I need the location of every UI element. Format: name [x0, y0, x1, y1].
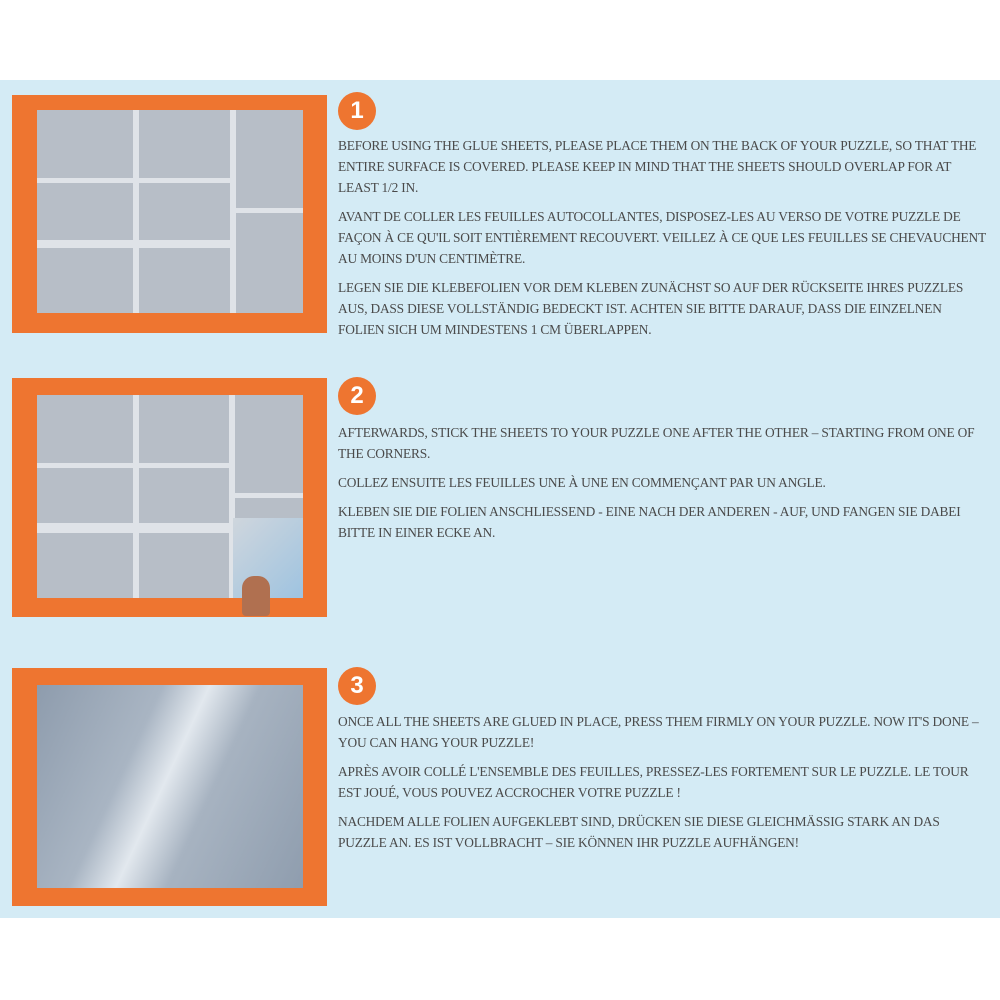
puzzle-with-sheets: [37, 395, 303, 598]
glued-puzzle: [37, 685, 303, 888]
step-3-english: ONCE ALL THE SHEETS ARE GLUED IN PLACE, PRESS THEM FIRMLY ON YOUR PUZZLE. NOW IT'S DONE – YOU CAN HANG YOUR PUZZLE!: [338, 714, 979, 750]
step-2-german: KLEBEN SIE DIE FOLIEN ANSCHLIESSEND - EINE NACH DER ANDEREN - AUF, UND FANGEN SIE DABEI BITTE IN EINER ECKE AN.: [338, 504, 961, 540]
step-2-english: AFTERWARDS, STICK THE SHEETS TO YOUR PUZZLE ONE AFTER THE OTHER – STARTING FROM ONE OF THE CORNERS.: [338, 425, 975, 461]
hand-image: [242, 576, 270, 616]
step-1-text: [338, 135, 988, 348]
step-1-french: AVANT DE COLLER LES FEUILLES AUTOCOLLANTES, DISPOSEZ-LES AU VERSO DE VOTRE PUZZLE DE FAÇON À CE QU'IL SOIT ENTIÈREMENT RECOUVERT. VEILLEZ À CE QUE LES FEUILLES SE CHEVAUCHENT AU MOINS D'UN CENTIMÈTRE.: [338, 209, 986, 266]
step-3-german: NACHDEM ALLE FOLIEN AUFGEKLEBT SIND, DRÜCKEN SIE DIESE GLEICHMÄSSIG STARK AN DAS PUZZLE AN. ES IST VOLLBRACHT – SIE KÖNNEN IHR PUZZLE AUFHÄNGEN!: [338, 814, 940, 850]
step-1-english: BEFORE USING THE GLUE SHEETS, PLEASE PLACE THEM ON THE BACK OF YOUR PUZZLE, SO THAT THE ENTIRE SURFACE IS COVERED. PLEASE KEEP IN MIND THAT THE SHEETS SHOULD OVERLAP FOR AT LEAST 1/2 IN.: [338, 138, 977, 195]
step-2-text: [338, 422, 988, 551]
step-2-french: COLLEZ ENSUITE LES FEUILLES UNE À UNE EN COMMENÇANT PAR UN ANGLE.: [338, 475, 826, 490]
puzzle-with-sheets: [37, 110, 303, 313]
step-1-german: LEGEN SIE DIE KLEBEFOLIEN VOR DEM KLEBEN ZUNÄCHST SO AUF DER RÜCKSEITE IHRES PUZZLES AUS, DASS DIESE VOLLSTÄNDIG BEDECKT IST. ACHTEN SIE BITTE DARAUF, DASS DIE EINZELNEN FOLIEN SICH UM MINDESTENS 1 CM ÜBERLAPPEN.: [338, 280, 964, 337]
step-2-badge: 2: [338, 377, 376, 415]
step-3-illustration: [12, 668, 327, 906]
step-1-illustration: [12, 95, 327, 333]
step-3-french: APRÈS AVOIR COLLÉ L'ENSEMBLE DES FEUILLES, PRESSEZ-LES FORTEMENT SUR LE PUZZLE. LE TOUR EST JOUÉ, VOUS POUVEZ ACCROCHER VOTRE PUZZLE !: [338, 764, 969, 800]
step-1-badge: 1: [338, 92, 376, 130]
step-3-badge: 3: [338, 667, 376, 705]
step-3-text: [338, 711, 988, 861]
step-2-illustration: [12, 378, 327, 617]
